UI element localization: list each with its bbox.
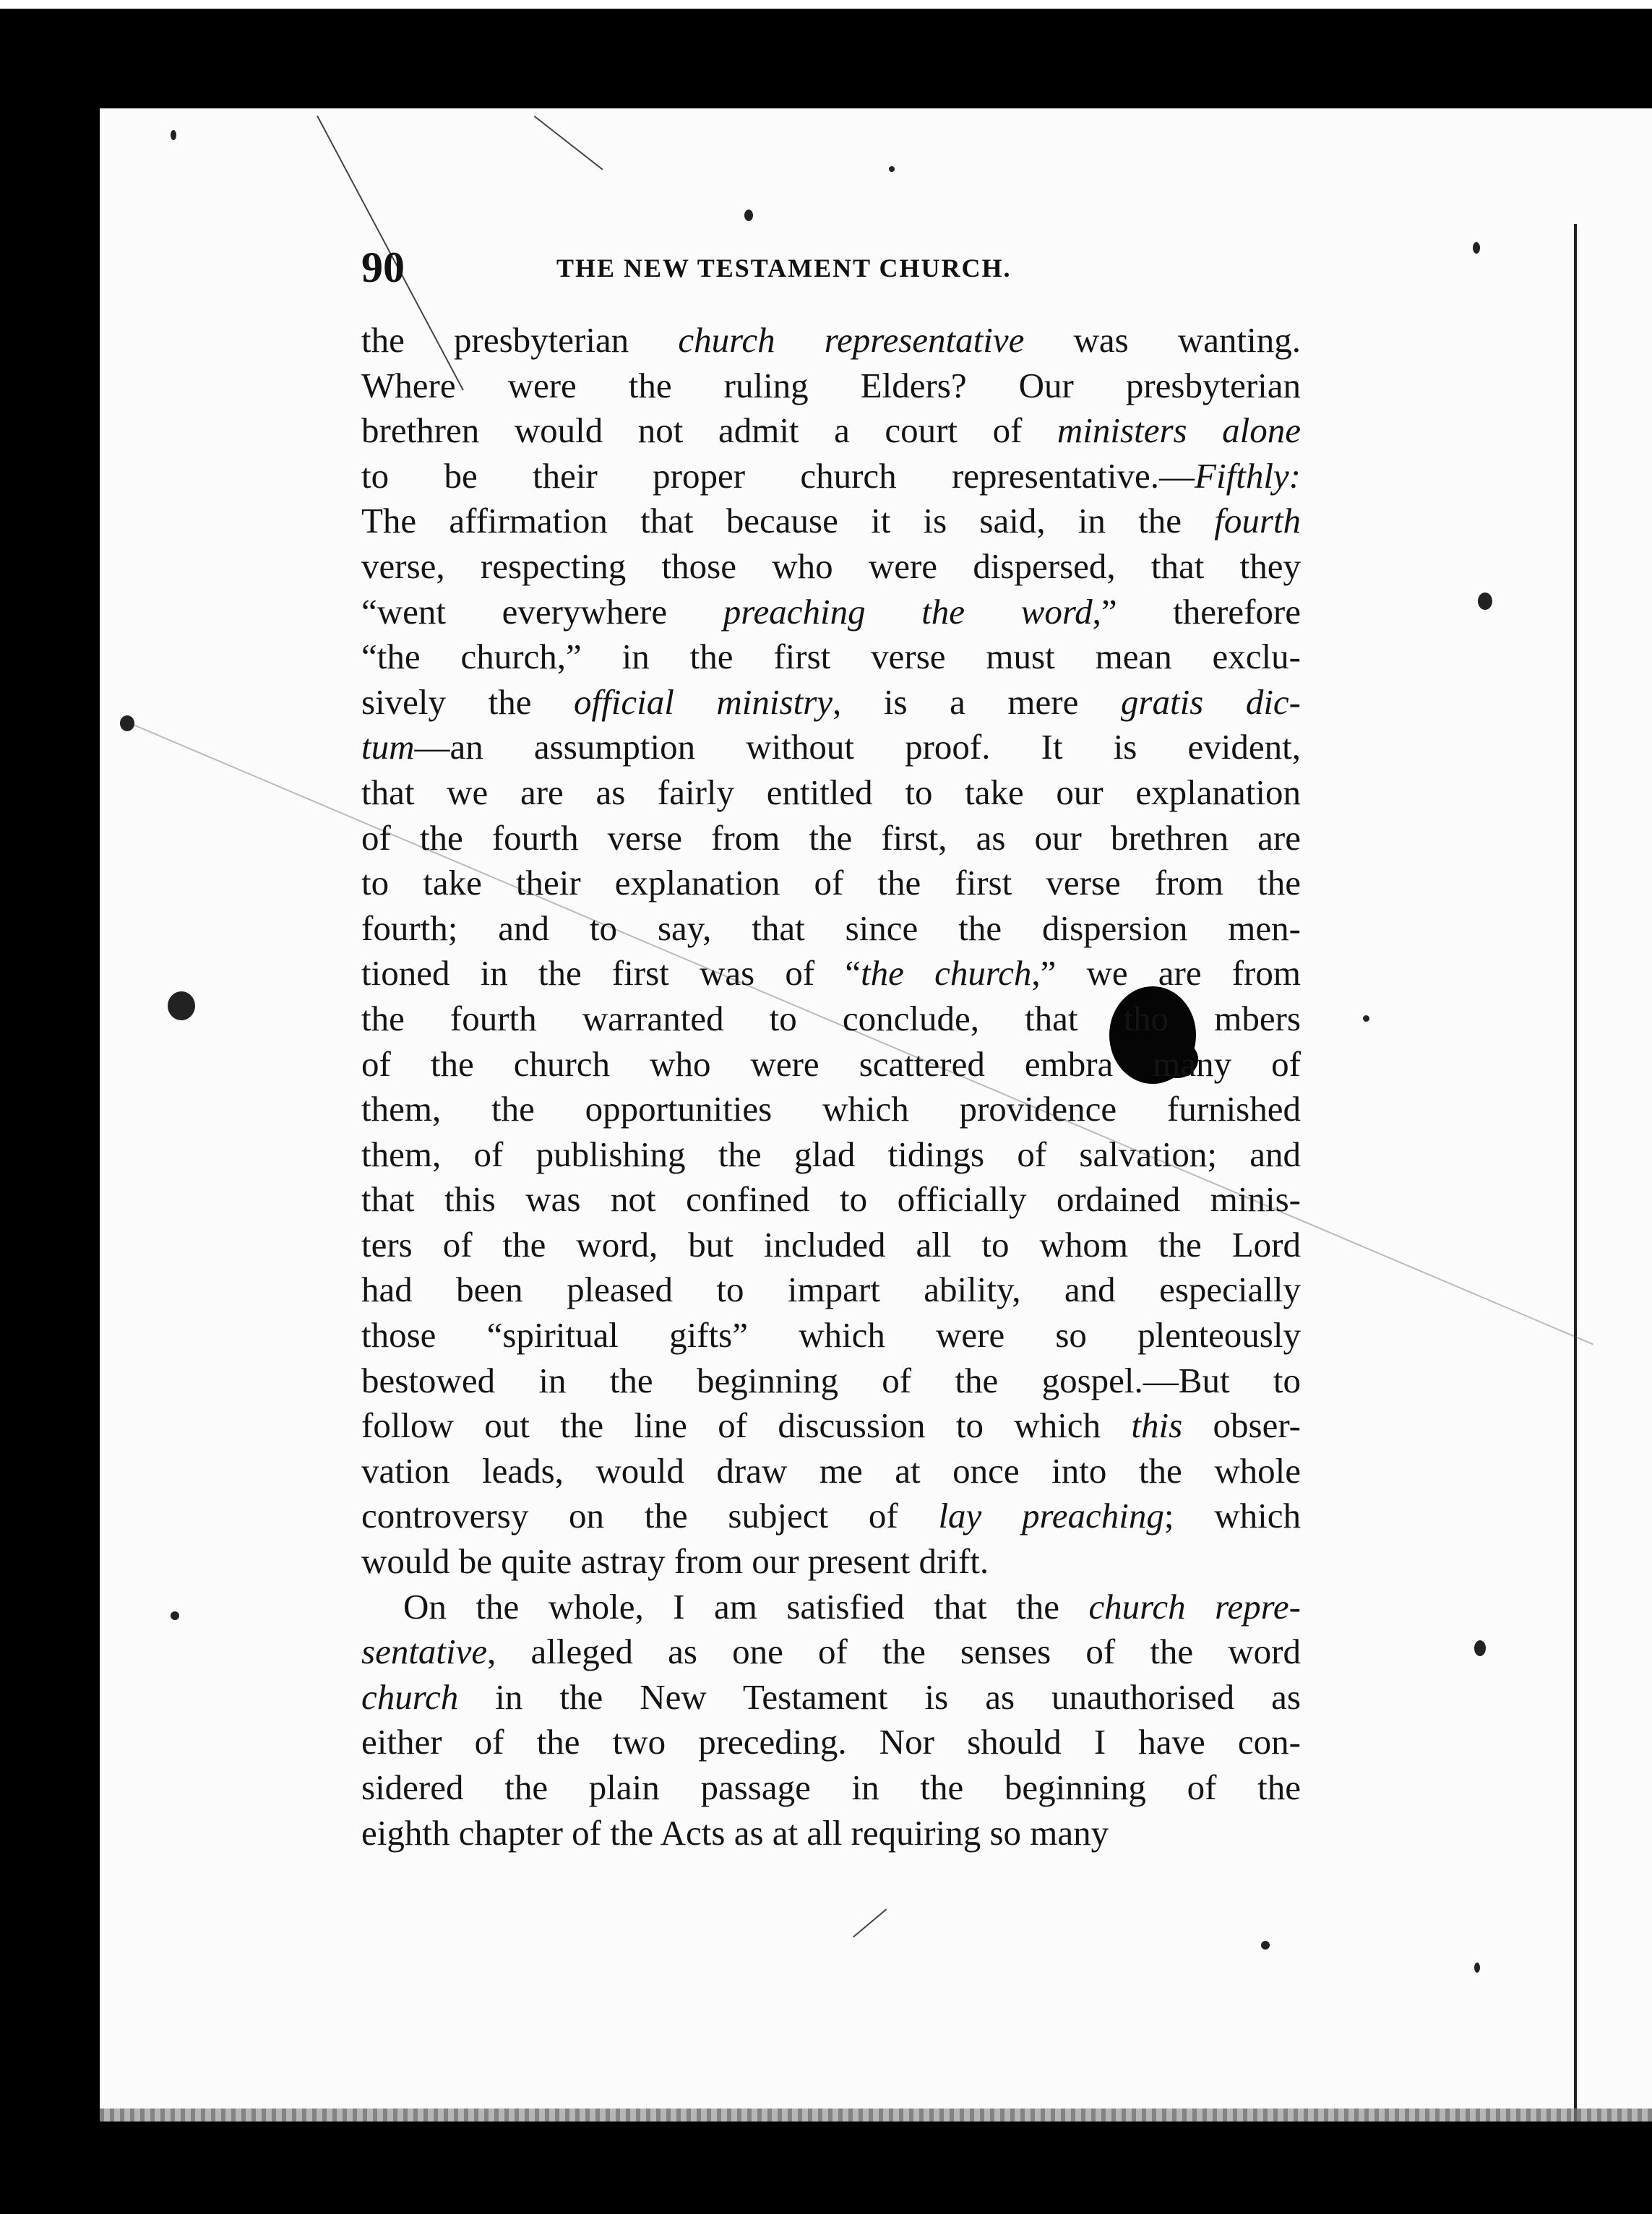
italic-text: gratis dic- (1120, 681, 1301, 722)
text-run: The affirmation that because it is said, in the (361, 501, 1215, 541)
italic-text: sentative (361, 1632, 488, 1672)
text-run: follow out the line of discussion to which (361, 1405, 1132, 1446)
ink-speck (1474, 1640, 1486, 1656)
text-line (361, 1042, 1301, 1087)
text-line (361, 1358, 1301, 1404)
text-run: “the church,” in the first verse must mean exclu- (361, 637, 1301, 677)
text-line (361, 1223, 1301, 1268)
page-number: 90 (361, 244, 405, 291)
text-run: Where were the ruling Elders? Our presbyterian (361, 365, 1301, 405)
text-run: the fourth warranted to conclude, that tho mbers (361, 998, 1301, 1038)
text-run: —an assumption without proof. It is evident, (414, 727, 1301, 767)
text-run: either of the two preceding. Nor should I have con- (361, 1722, 1301, 1762)
text-run: sidered the plain passage in the beginning of the (361, 1767, 1301, 1807)
italic-text: official ministry (574, 681, 833, 722)
scan-left-border (0, 108, 100, 2214)
text-line (361, 816, 1301, 861)
ink-speck (1261, 1941, 1270, 1950)
text-line (361, 1087, 1301, 1132)
text-line (361, 318, 1301, 363)
text-line (361, 1132, 1301, 1178)
text-run: ; which (1163, 1496, 1301, 1536)
text-run: verse, respecting those who were dispersed, that they (361, 546, 1301, 586)
italic-text: church repre- (1088, 1586, 1301, 1627)
text-run: controversy on the subject of (361, 1496, 939, 1536)
text-line (361, 1539, 1301, 1585)
text-line (361, 1494, 1301, 1539)
scan-bottom-border (100, 2122, 1652, 2214)
text-run: eighth chapter of the Acts as at all requiring so many (361, 1812, 1109, 1853)
italic-text: church representative (678, 320, 1025, 360)
text-line (361, 1403, 1301, 1449)
text-run: the presbyterian (361, 320, 679, 360)
text-run: would be quite astray from our present drift. (361, 1541, 989, 1582)
italic-text: the church (861, 953, 1032, 994)
text-line (361, 590, 1301, 635)
text-line (361, 363, 1301, 409)
text-run: , is a mere (833, 681, 1121, 722)
text-line (361, 1629, 1301, 1675)
text-run: was wanting. (1024, 320, 1301, 360)
text-run: those “spiritual gifts” which were so plenteously (361, 1315, 1301, 1356)
text-line (361, 634, 1301, 680)
text-run: ,” we are from (1031, 953, 1301, 994)
text-run: had been pleased to impart ability, and especially (361, 1270, 1301, 1310)
italic-text: church (361, 1676, 459, 1717)
text-line (361, 906, 1301, 952)
text-line (361, 1313, 1301, 1358)
italic-text: preaching the word (723, 591, 1093, 632)
text-run: in the New Testament is as unauthorised as (458, 1676, 1301, 1717)
text-run: vation leads, would draw me at once into the whole (361, 1450, 1301, 1491)
text-line (361, 1449, 1301, 1494)
ink-speck (120, 715, 134, 731)
text-line (361, 544, 1301, 590)
text-line (361, 1811, 1301, 1856)
ink-speck (171, 1611, 179, 1620)
text-run: that we are as fairly entitled to take our explanation (361, 772, 1301, 812)
ink-speck (171, 130, 176, 140)
text-run: them, the opportunities which providence furnished (361, 1089, 1301, 1129)
text-run: of the fourth verse from the first, as our brethren are (361, 817, 1301, 858)
text-run: “went everywhere (361, 591, 723, 632)
text-line (361, 861, 1301, 906)
text-line (361, 680, 1301, 725)
ink-speck (889, 166, 895, 172)
text-run: fourth; and to say, that since the dispersion men- (361, 908, 1301, 948)
ink-speck (168, 991, 195, 1020)
text-run: bestowed in the beginning of the gospel.—But to (361, 1360, 1301, 1400)
text-run: to be their proper church representative.— (361, 455, 1195, 496)
running-head (361, 243, 1301, 298)
text-line (361, 1267, 1301, 1313)
text-run: of the church who were scattered embra many of (361, 1043, 1301, 1084)
text-run: obser- (1182, 1405, 1301, 1446)
text-run: them, of publishing the glad tidings of salvation; and (361, 1134, 1301, 1174)
text-line (361, 1585, 1301, 1630)
page-fold-line (1574, 224, 1577, 2122)
ink-speck (1363, 1015, 1369, 1022)
text-run: sively the (361, 681, 575, 722)
ink-speck (1474, 1963, 1480, 1973)
text-line (361, 1675, 1301, 1720)
text-line (361, 454, 1301, 499)
text-run: tioned in the first was of “ (361, 953, 861, 994)
previous-page-edge (0, 0, 1652, 9)
page-bottom-edge (100, 2109, 1652, 2122)
text-line (361, 996, 1301, 1042)
italic-text: ministers alone (1057, 410, 1301, 451)
text-line (361, 725, 1301, 770)
text-run: to take their explanation of the first verse from the (361, 863, 1301, 903)
text-line (361, 408, 1301, 454)
italic-text: lay preaching (938, 1496, 1164, 1536)
italic-text: this (1131, 1405, 1183, 1446)
running-title: THE NEW TESTAMENT CHURCH. (556, 254, 1012, 283)
italic-text: tum (361, 727, 415, 767)
text-run: ters of the word, but included all to whom the Lord (361, 1224, 1301, 1265)
text-run: , alleged as one of the senses of the word (487, 1632, 1301, 1672)
text-line (361, 1720, 1301, 1765)
ink-speck (1473, 242, 1480, 254)
italic-text: fourth (1214, 501, 1301, 541)
text-line (361, 499, 1301, 544)
italic-text: Fifthly: (1195, 455, 1301, 496)
text-line (361, 770, 1301, 816)
body-text (361, 318, 1301, 1856)
ink-speck (1478, 593, 1492, 610)
text-line (361, 1765, 1301, 1811)
text-run: ,” therefore (1092, 591, 1301, 632)
text-run: that this was not confined to officially ordained minis- (361, 1179, 1301, 1220)
text-line (361, 1177, 1301, 1223)
text-run: On the whole, I am satisfied that the (403, 1586, 1089, 1627)
text-line (361, 951, 1301, 996)
text-run: brethren would not admit a court of (361, 410, 1057, 451)
ink-speck (744, 210, 753, 221)
